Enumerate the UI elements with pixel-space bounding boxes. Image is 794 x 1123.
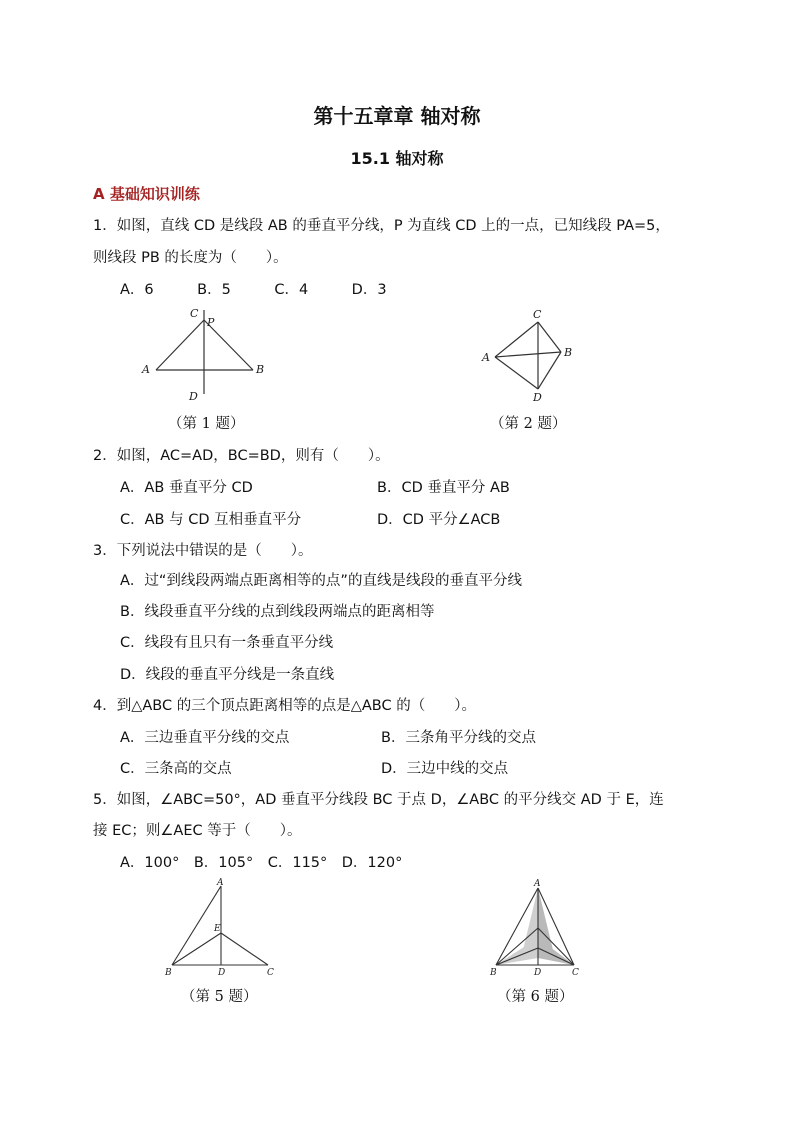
question-4-option-c: C．三条高的交点 [120,761,232,777]
figure-5-caption: （第 5 题） [181,989,258,1005]
question-4-option-a: A．三边垂直平分线的交点 [120,730,290,746]
fig6-label-c: C [572,968,579,978]
figure-6-caption: （第 6 题） [497,989,574,1005]
figure-1-caption: （第 1 题） [168,416,245,432]
section-title: 15.1 轴对称 [350,149,444,168]
figure-1-diagram [138,304,278,404]
exercise-section-heading: A 基础知识训练 [93,185,200,203]
question-2-option-a: A．AB 垂直平分 CD [120,480,253,496]
question-4-option-b: B．三条角平分线的交点 [381,730,536,746]
question-3-option-a: A．过“到线段两端点距离相等的点”的直线是线段的垂直平分线 [120,573,522,589]
fig2-label-d: D [533,391,542,404]
fig5-label-c: C [267,968,274,978]
figure-2-caption: （第 2 题） [490,416,567,432]
question-5-line-1: 5．如图，∠ABC=50°，AD 垂直平分线段 BC 于点 D，∠ABC 的平分线交 AD 于 E，连 [93,792,664,808]
fig1-label-d: D [189,390,198,403]
figure-6-diagram [486,876,586,980]
fig2-label-b: B [564,346,573,359]
fig6-label-d: D [534,968,542,978]
question-3-stem: 3．下列说法中错误的是（ ）。 [93,543,313,559]
question-2-option-d: D．CD 平分∠ACB [377,512,501,528]
question-2-stem: 2．如图，AC=AD，BC=BD，则有（ ）。 [93,448,390,464]
fig1-label-b: B [256,363,265,376]
question-5-options: A．100° B．105° C．115° D．120° [120,855,403,871]
fig1-label-p: P [207,316,215,329]
fig5-label-a: A [217,878,224,888]
fig5-label-e: E [214,924,221,934]
fig5-label-d: D [218,968,226,978]
fig6-label-b: B [490,968,497,978]
fig6-label-a: A [534,879,541,889]
question-4-stem: 4．到△ABC 的三个顶点距离相等的点是△ABC 的（ ）。 [93,698,476,714]
fig1-label-c: C [190,307,199,320]
question-2-option-b: B．CD 垂直平分 AB [377,480,510,496]
figure-5-diagram [160,876,285,980]
fig5-label-b: B [165,968,172,978]
question-1-options: A．6 B．5 C．4 D．3 [120,282,387,298]
question-5-line-2: 接 EC；则∠AEC 等于（ ）。 [93,823,302,839]
fig2-label-c: C [533,308,542,321]
question-3-option-b: B．线段垂直平分线的点到线段两端点的距离相等 [120,604,435,620]
question-4-option-d: D．三边中线的交点 [381,761,509,777]
fig1-label-a: A [142,363,150,376]
chapter-title: 第十五章章 轴对称 [313,104,481,128]
question-1-line-2: 则线段 PB 的长度为（ ）。 [93,250,288,266]
question-2-option-c: C．AB 与 CD 互相垂直平分 [120,512,302,528]
figure-2-diagram [476,306,586,406]
question-1-line-1: 1．如图，直线 CD 是线段 AB 的垂直平分线，P 为直线 CD 上的一点，已知线段 PA=5， [93,218,670,234]
question-3-option-d: D．线段的垂直平分线是一条直线 [120,667,335,683]
question-3-option-c: C．线段有且只有一条垂直平分线 [120,635,334,651]
fig2-label-a: A [482,351,490,364]
